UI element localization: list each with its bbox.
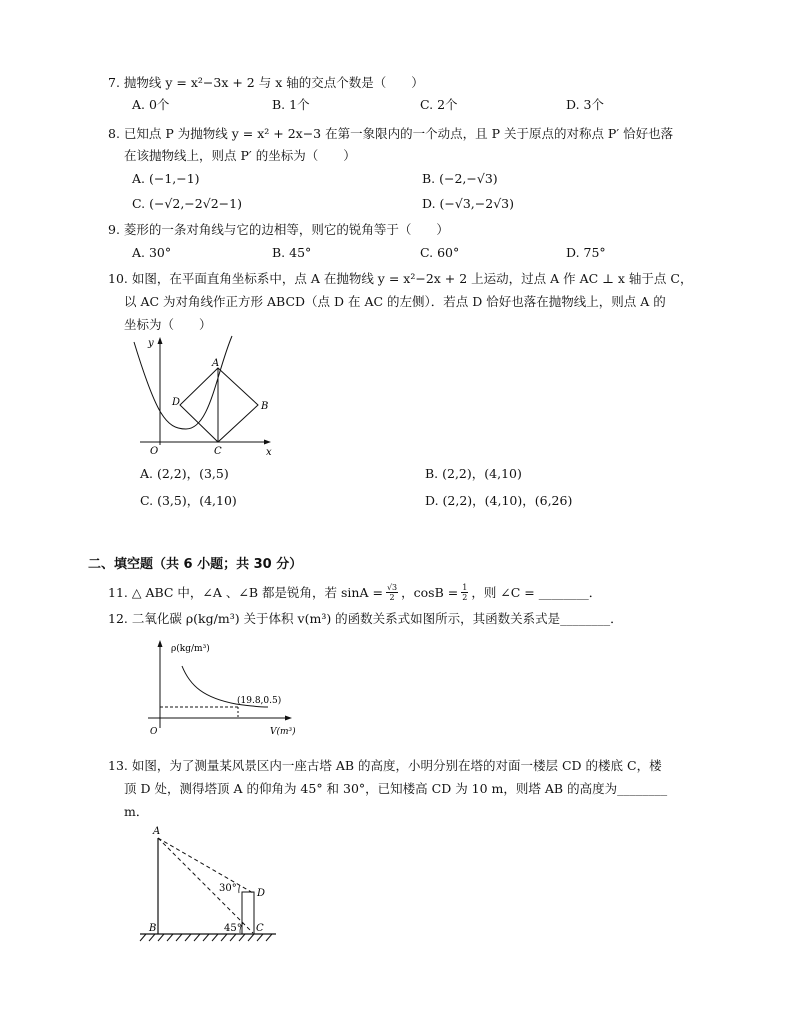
q10-label-b: B [261, 401, 269, 412]
question-8-stem-line2: 在该抛物线上，则点 P′ 的坐标为（ ） [124, 148, 356, 163]
q11-prefix: 11. △ ABC 中，∠A 、∠B 都是锐角，若 sinA = [108, 584, 383, 600]
q13-label-30: 30° [219, 883, 237, 894]
q10-option-d: D. (2,2)，(4,10)，(6,26) [425, 493, 573, 508]
q7-option-b: B. 1个 [272, 97, 310, 112]
q11-fraction-1 [386, 583, 398, 602]
question-10-stem-line2: 以 AC 为对角线作正方形 ABCD（点 D 在 AC 的左侧）．若点 D 恰好也落在抛物线上，则点 A 的 [124, 294, 666, 309]
question-9-stem: 9. 菱形的一条对角线与它的边相等，则它的锐角等于（ ） [108, 222, 449, 237]
question-11-stem [108, 583, 601, 602]
q11-fraction-1-numerator: √3 [386, 583, 398, 592]
q11-fraction-1-denominator: 2 [389, 593, 395, 602]
q10-option-c: C. (3,5)，(4,10) [140, 493, 237, 508]
q9-option-a: A. 30° [132, 245, 172, 260]
question-13-stem-line2: 顶 D 处，测得塔顶 A 的仰角为 45° 和 30°，已知楼高 CD 为 10 m，则塔 AB 的高度为________ [124, 781, 668, 796]
q9-option-c: C. 60° [420, 245, 460, 260]
q9-option-b: B. 45° [272, 245, 312, 260]
q10-x-arrow [264, 440, 271, 445]
question-8-stem-line1: 8. 已知点 P 为抛物线 y = x² + 2x−3 在第一象限内的一个动点，且 P 关于原点的对称点 P′ 恰好也落 [108, 126, 674, 141]
q13-label-a: A [153, 826, 161, 837]
q12-figure [140, 636, 300, 744]
q11-fraction-2 [461, 583, 468, 602]
q11-mid: ，cosB = [401, 584, 459, 600]
q10-label-a: A [212, 358, 220, 369]
q13-ground-hatch [140, 934, 272, 941]
q13-label-b: B [149, 923, 157, 934]
q8-option-c: C. (−√2,−2√2−1) [132, 196, 242, 211]
q8-option-d: D. (−√3,−2√3) [422, 196, 514, 211]
q13-label-45: 45° [224, 923, 242, 934]
q8-option-b: B. (−2,−√3) [422, 171, 498, 186]
question-13-stem-line1: 13. 如图，为了测量某风景区内一座古塔 AB 的高度，小明分别在塔的对面一楼层 CD 的楼底 C，楼 [108, 758, 662, 773]
q12-label-y: ρ(kg/m³) [171, 644, 210, 654]
q10-y-arrow [158, 337, 163, 344]
q12-label-x: V(m³) [270, 727, 296, 737]
question-10-stem-line3: 坐标为（ ） [124, 317, 212, 332]
q10-option-a: A. (2,2)，(3,5) [140, 466, 229, 481]
q13-figure [136, 822, 282, 944]
q13-arc-30 [239, 885, 240, 893]
question-10-stem-line1: 10. 如图，在平面直角坐标系中，点 A 在抛物线 y = x²−2x + 2 上运动，过点 A 作 AC ⊥ x 轴于点 C， [108, 271, 693, 286]
q10-label-x: x [266, 447, 272, 458]
q13-label-d: D [257, 888, 266, 899]
q10-parabola [134, 336, 232, 429]
q10-option-b: B. (2,2)，(4,10) [425, 466, 522, 481]
question-7-stem: 7. 抛物线 y = x²−3x + 2 与 x 轴的交点个数是（ ） [108, 75, 424, 90]
q7-option-c: C. 2个 [420, 97, 458, 112]
question-13-stem-line3: m． [124, 804, 149, 819]
q8-option-a: A. (−1,−1) [132, 171, 200, 186]
q10-label-y: y [148, 338, 154, 349]
q11-suffix: ，则 ∠C = ________． [471, 584, 602, 600]
q12-label-point: (19.8,0.5) [237, 696, 282, 706]
section-2-title: 二、填空题（共 6 小题；共 30 分） [88, 557, 303, 572]
q10-label-d: D [172, 397, 181, 408]
q13-sightline-d [158, 838, 253, 893]
q10-square [180, 368, 258, 442]
q10-label-c: C [214, 446, 222, 457]
q12-label-o: O [150, 727, 158, 737]
q7-option-d: D. 3个 [566, 97, 604, 112]
q9-option-d: D. 75° [566, 245, 606, 260]
q7-option-a: A. 0个 [132, 97, 170, 112]
q10-figure [128, 334, 280, 458]
q13-label-c: C [256, 923, 264, 934]
q10-label-o: O [150, 446, 159, 457]
question-12-stem: 12. 二氧化碳 ρ(kg/m³) 关于体积 v(m³) 的函数关系式如图所示，其函数关系式是________． [108, 611, 623, 626]
q12-x-arrow [285, 716, 292, 721]
q11-fraction-2-denominator: 2 [462, 593, 468, 602]
q12-y-arrow [158, 640, 163, 647]
q13-sightline-c [158, 838, 253, 933]
q11-fraction-2-numerator: 1 [462, 583, 468, 592]
